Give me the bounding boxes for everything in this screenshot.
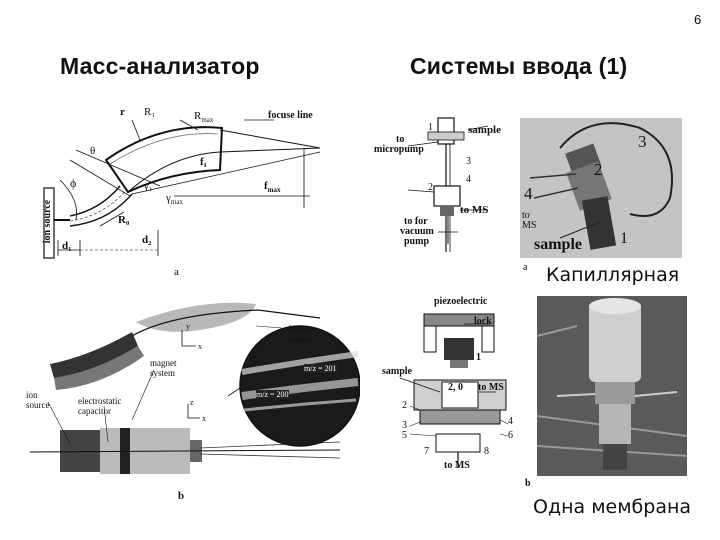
photo1-to-ms-2: MS: [522, 220, 537, 231]
title-inlet-systems: Системы ввода (1): [410, 53, 628, 79]
label-gamma1: γ₁: [144, 180, 153, 192]
photo1-n2: 2: [594, 160, 603, 179]
label-y-axis: y: [186, 322, 190, 331]
label-magnet-1: magnet: [150, 358, 177, 368]
inlet-photo-capillary: [520, 118, 682, 258]
label-m6: 6: [508, 430, 513, 441]
label-gamma-max-main: γ: [166, 192, 171, 204]
label-to-for-2: vacuum: [400, 226, 434, 237]
label-n1: 1: [428, 122, 433, 133]
label-mz-200: m/z = 200: [256, 390, 289, 399]
label-piezoelectric: piezoelectric: [434, 296, 488, 307]
label-x-axis-2: x: [202, 414, 206, 423]
label-sample: sample: [468, 124, 501, 136]
label-n3: 3: [466, 156, 471, 167]
photo1-n3: 3: [638, 132, 647, 151]
label-m1: 1: [476, 352, 481, 363]
caption-capillary: Капиллярная: [546, 264, 680, 286]
label-ion-1: ion: [26, 390, 38, 400]
label-m8: 8: [484, 446, 489, 457]
label-to-for-3: pump: [404, 236, 430, 247]
label-electrostatic-2: capacitor: [78, 406, 111, 416]
label-r1: R₁: [144, 106, 156, 118]
label-electrostatic-1: electrostatic: [78, 396, 122, 406]
label-f1: f₁: [200, 156, 207, 168]
panel-label-photo1-a: a: [523, 262, 528, 273]
label-rmax-main: R: [194, 110, 202, 122]
label-gamma-max-sub: max: [170, 198, 183, 207]
label-ion-source: ion source: [42, 199, 54, 244]
label-m2: 2: [402, 400, 407, 411]
figure-a-sector-geometry: [40, 100, 340, 285]
label-to-ms: to MS: [460, 204, 489, 216]
label-to-for-1: to for: [404, 216, 428, 227]
label-r0: R₀: [118, 214, 130, 226]
label-mz-201: m/z = 201: [304, 364, 337, 373]
label-lock: lock: [474, 316, 492, 327]
label-x-axis: x: [198, 342, 202, 351]
label-r: r: [120, 106, 125, 118]
panel-label-photo2-b: b: [525, 478, 531, 489]
label-d1: d₁: [62, 240, 72, 252]
label-m5: 5: [402, 430, 407, 441]
label-m7: 7: [424, 446, 429, 457]
page-number: 6: [694, 12, 702, 27]
label-rmax-sub: max: [201, 116, 214, 125]
photo1-to-ms-1: to: [522, 210, 530, 221]
caption-one-membrane: Одна мембрана: [533, 496, 692, 518]
photo1-n4: 4: [524, 184, 533, 203]
label-rmax: [194, 110, 213, 124]
label-to-micropump-2: micropump: [374, 144, 424, 155]
figure-a-svg: [40, 100, 340, 285]
label-magnet-2: system: [150, 368, 176, 378]
title-mass-analyzer: Масс-анализатор: [60, 53, 260, 79]
inlet-photo-2-svg: [537, 296, 687, 476]
label-n2: 2: [428, 182, 433, 193]
panel-label-b: b: [178, 490, 185, 502]
label-gamma-max: [166, 192, 183, 206]
label-m-sample: sample: [382, 366, 412, 377]
label-z-axis: z: [190, 398, 194, 407]
label-fmax: [264, 180, 281, 194]
label-ion-2: source: [26, 400, 50, 410]
label-fmax-main: f: [264, 180, 268, 192]
label-m-to-ms-bottom: to MS: [444, 460, 470, 471]
label-theta: θ: [90, 145, 96, 157]
label-m-to-ms: to MS: [478, 382, 504, 393]
label-m4: 4: [508, 416, 513, 427]
inlet-diagram-membrane: [380, 296, 530, 476]
figure-b-analyzer-model: [20, 292, 360, 512]
label-to-micropump-1: to: [396, 134, 405, 145]
photo1-n1: 1: [620, 230, 628, 247]
label-focuse-region-2: region: [288, 334, 311, 344]
label-m3: 3: [402, 420, 407, 431]
label-focuse-region-1: focuse: [288, 324, 312, 334]
label-focuse-line: focuse line: [268, 110, 313, 121]
label-d2: d₂: [142, 234, 152, 246]
label-two-zero: 2, 0: [448, 382, 463, 393]
label-n4: 4: [466, 174, 471, 185]
label-phi: ϕ: [70, 176, 77, 190]
photo1-sample: sample: [534, 236, 582, 253]
panel-label-a: a: [174, 266, 179, 278]
inlet-diagram-capillary: [368, 112, 518, 252]
label-fmax-sub: max: [267, 186, 281, 195]
inlet-photo-membrane: [537, 296, 687, 476]
